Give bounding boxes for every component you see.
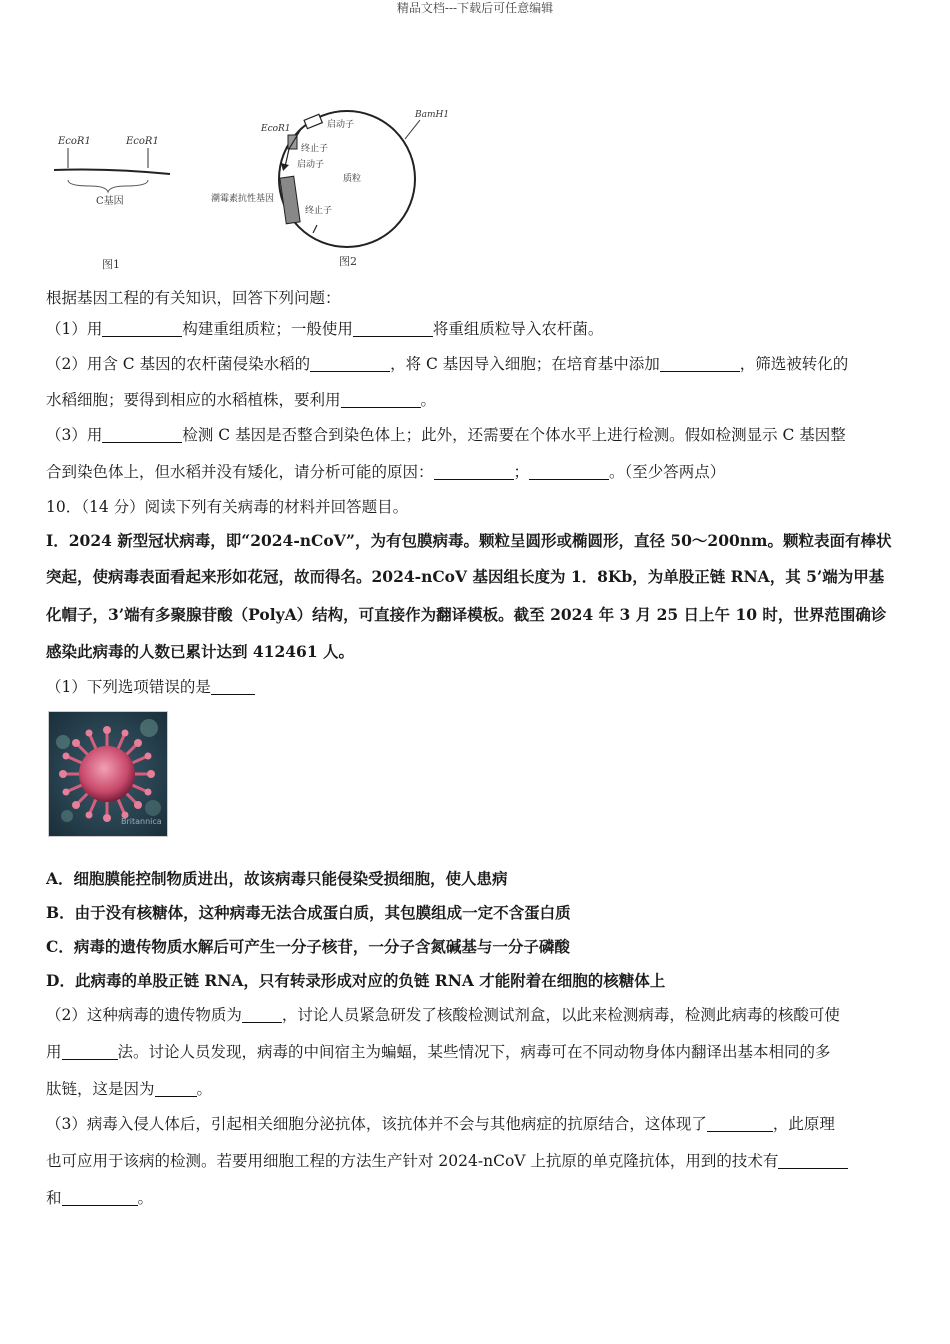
passage-line-1: Ⅰ．2024 新型冠状病毒，即“2024-nCoV”，为有包膜病毒。颗粒呈圆形或椭圆形，直径 50～200nm。颗粒表面有棒状 [46, 531, 892, 550]
q2-text-a: （2）用含 C 基因的农杆菌侵染水稻的 [46, 355, 311, 373]
fig1-site-right: EcoR1 [126, 136, 159, 147]
q2-text-e: 。 [420, 391, 437, 409]
sub3-blank-2 [778, 1152, 848, 1169]
q3-text-e: 。（至少答两点） [609, 463, 726, 481]
virus-core [79, 746, 135, 802]
passage-line-3: 化帽子，3’端有多聚腺苷酸（PolyA）结构，可直接作为翻译模板。截至 2024 年 3 月 25 日上午 10 时，世界范围确诊 [46, 605, 887, 624]
q2-blank-1 [310, 355, 390, 372]
q2-line-2 [46, 389, 906, 411]
q3-blank-2 [434, 463, 514, 480]
q1-blank-1 [102, 320, 182, 337]
q10-title: 10．（14 分）阅读下列有关病毒的材料并回答题目。 [46, 498, 409, 516]
option-b: B．由于没有核糖体，这种病毒无法合成蛋白质，其包膜组成一定不含蛋白质 [46, 903, 571, 922]
sub2-text-c: 用 [46, 1043, 62, 1061]
q3-text-b: 检测 C 基因是否整合到染色体上；此外，还需要在个体水平上进行检测。假如检测显示 C 基因整 [182, 426, 846, 444]
q2-blank-2 [660, 355, 740, 372]
fig2-resistance-gene: 潮霉素抗性基因 [211, 194, 275, 204]
fig2-plasmid-label: 质粒 [343, 174, 362, 184]
sub1-line [46, 676, 906, 698]
gene-brace [68, 180, 148, 192]
sub2-text-e: 肽链，这是因为 [46, 1080, 155, 1098]
q2-text-c: ，筛选被转化的 [739, 355, 849, 373]
q3-text-c: 合到染色体上，但水稻并没有矮化，请分析可能的原因： [46, 463, 434, 481]
sub3-line-1 [46, 1113, 906, 1135]
sub3-text-e: 。 [137, 1189, 154, 1207]
fig2-caption: 图2 [339, 255, 357, 268]
sub2-blank-3 [155, 1080, 197, 1097]
sub3-line-3 [46, 1187, 906, 1209]
sub3-text-d: 和 [46, 1189, 62, 1207]
sub3-text-b: ，此原理 [772, 1115, 835, 1133]
sub2-line-3 [46, 1078, 906, 1100]
fig2-ecor1: EcoR1 [261, 124, 291, 134]
promoter-box-1 [304, 114, 322, 128]
q1-text-c: 将重组质粒导入农杆菌。 [432, 320, 604, 338]
sub3-line-2 [46, 1150, 906, 1172]
q2-blank-3 [341, 391, 421, 408]
sub1-blank [211, 678, 255, 695]
q1-blank-2 [353, 320, 433, 337]
sub2-blank-1 [242, 1006, 282, 1023]
fig1-gene-label: C基因 [96, 196, 124, 207]
q2-text-b: ，将 C 基因导入细胞；在培育基中添加 [390, 355, 660, 373]
q3-line-1 [46, 424, 906, 446]
fig2-terminator-1: 终止子 [301, 144, 329, 154]
q1-text-a: （1）用 [46, 320, 103, 338]
sub2-text-f: 。 [196, 1080, 213, 1098]
q3-text-a: （3）用 [46, 426, 103, 444]
sub2-line-1 [46, 1004, 906, 1026]
q3-line-2 [46, 461, 906, 483]
sub2-text-d: 法。讨论人员发现，病毒的中间宿主为蝙蝠，某些情况下，病毒可在不同动物身体内翻译出基本相同的多 [117, 1043, 831, 1061]
sub2-text-b: ，讨论人员紧急研发了核酸检测试剂盒，以此来检测病毒，检测此病毒的核酸可使 [281, 1006, 840, 1024]
q2-text-d: 水稻细胞；要得到相应的水稻植株，要利用 [46, 391, 341, 409]
fig1-site-left: EcoR1 [58, 136, 91, 147]
q2-line-1 [46, 353, 906, 375]
sub2-blank-2 [62, 1043, 118, 1060]
q1-line [46, 318, 906, 340]
sub2-line-2 [46, 1041, 906, 1063]
q3-text-d: ； [513, 463, 530, 481]
virus-image [48, 711, 168, 837]
image-watermark: Britannica [121, 817, 162, 826]
passage-line-2: 突起，使病毒表面看起来形如花冠，故而得名。2024-nCoV 基因组长度为 1．8Kb，为单股正链 RNA，其 5’端为甲基 [46, 567, 885, 586]
option-a: A．细胞膜能控制物质进出，故该病毒只能侵染受损细胞，使人患病 [46, 869, 508, 888]
q3-blank-1 [102, 426, 182, 443]
sub2-text-a: （2）这种病毒的遗传物质为 [46, 1006, 242, 1024]
fig1-caption: 图1 [102, 258, 120, 271]
sub3-blank-1 [707, 1115, 773, 1132]
passage-line-4: 感染此病毒的人数已累计达到 412461 人。 [46, 642, 355, 661]
dna-strand [54, 170, 170, 175]
q1-text-b: 构建重组质粒；一般使用 [182, 320, 353, 338]
sub3-text-a: （3）病毒入侵人体后，引起相关细胞分泌抗体，该抗体并不会与其他病症的抗原结合，这体现了 [46, 1115, 707, 1133]
figure-1 [50, 130, 180, 275]
fig2-terminator-2: 终止子 [305, 206, 333, 216]
figure-2 [205, 105, 455, 275]
option-d: D．此病毒的单股正链 RNA，只有转录形成对应的负链 RNA 才能附着在细胞的核糖体上 [46, 971, 666, 990]
sub3-text-c: 也可应用于该病的检测。若要用细胞工程的方法生产针对 2024-nCoV 上抗原的单克隆抗体，用到的技术有 [46, 1152, 779, 1170]
sub1-question: （1）下列选项错误的是 [46, 678, 211, 696]
fig2-promoter-1: 启动子 [327, 120, 355, 130]
page-header: 精品文档---下载后可任意编辑 [396, 1, 554, 15]
intro-line: 根据基因工程的有关知识，回答下列问题： [46, 289, 341, 307]
option-c: C．病毒的遗传物质水解后可产生一分子核苷，一分子含氮碱基与一分子磷酸 [46, 937, 570, 956]
fig2-promoter-2: 启动子 [297, 160, 325, 170]
sub3-blank-3 [62, 1189, 138, 1206]
q3-blank-3 [529, 463, 609, 480]
resistance-gene-box [280, 176, 300, 224]
fig2-bamh1: BamH1 [415, 110, 450, 120]
